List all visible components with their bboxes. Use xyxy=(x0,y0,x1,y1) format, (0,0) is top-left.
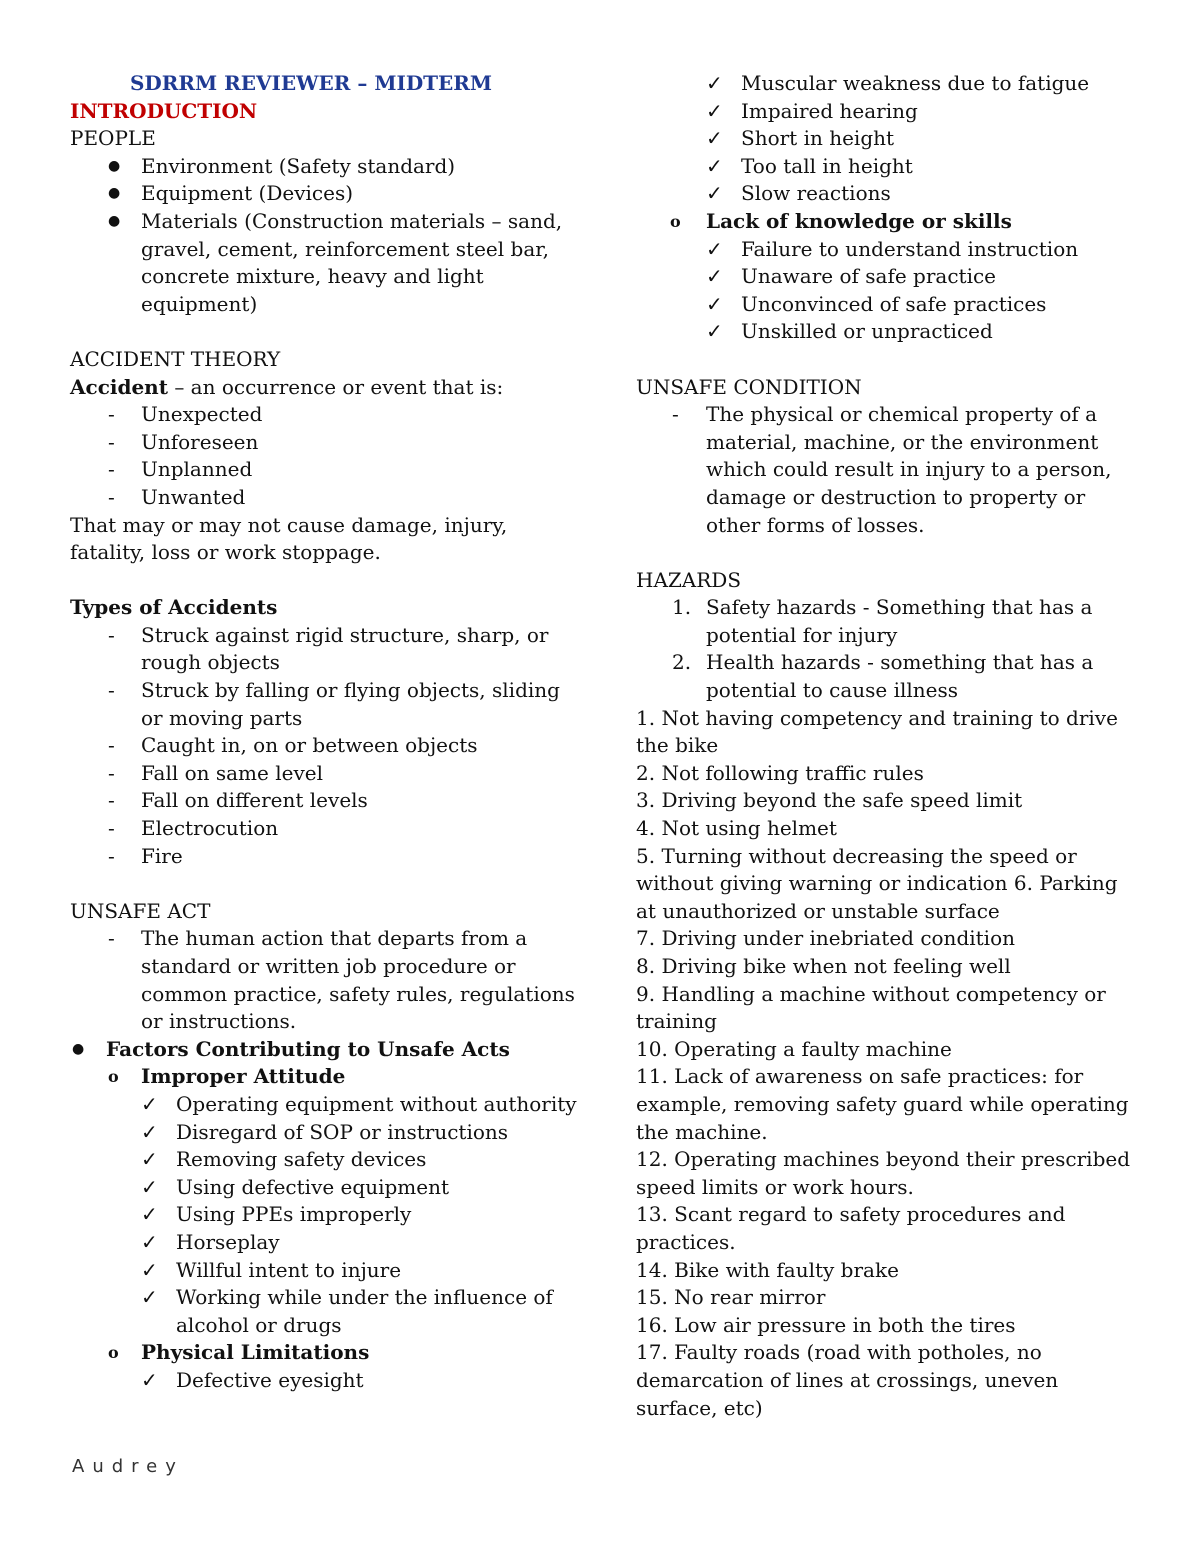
hazard-example: 10. Operating a faulty machine xyxy=(636,1036,952,1061)
left-column xyxy=(70,70,580,1395)
check-item: ✓ Too tall in height xyxy=(636,153,1136,181)
footer-author: Audrey xyxy=(72,1456,184,1477)
check-item: ✓ Willful intent to injure xyxy=(70,1257,580,1285)
check-icon: ✓ xyxy=(706,236,723,261)
list-item: ● Materials (Construction materials – sand, gravel, cement, reinforcement steel bar, concrete mixture, heavy and light equipment) xyxy=(108,208,563,316)
check-item: ✓ Muscular weakness due to fatigue xyxy=(636,70,1136,98)
document-title: SDRRM REVIEWER – MIDTERM xyxy=(129,71,493,95)
check-icon: ✓ xyxy=(141,1174,158,1199)
check-item: ✓ Disregard of SOP or instructions xyxy=(70,1119,580,1147)
introduction-heading: INTRODUCTION xyxy=(70,98,258,123)
check-item: ✓ Using PPEs improperly xyxy=(70,1201,580,1229)
dash-icon: - xyxy=(108,402,115,427)
check-item: ✓ Removing safety devices xyxy=(70,1146,580,1174)
list-item: - Unforeseen xyxy=(70,429,580,457)
check-icon: ✓ xyxy=(706,71,723,95)
check-icon: ✓ xyxy=(141,1147,158,1172)
right-column xyxy=(636,70,1136,1422)
dash-icon: - xyxy=(108,622,115,647)
hazard-example: 7. Driving under inebriated condition xyxy=(636,926,1015,951)
dash-icon: - xyxy=(672,402,679,427)
hazard-example: 5. Turning without decreasing the speed or without giving warning or indication 6. Parking at unauthorized or unstable surface xyxy=(636,843,1118,923)
dash-icon: - xyxy=(108,760,115,785)
check-icon: ✓ xyxy=(706,319,723,344)
hazard-example: 9. Handling a machine without competency or training xyxy=(636,981,1106,1034)
unsafe-condition-definition: - The physical or chemical property of a material, machine, or the environment which could result in injury to a person, damage or destruction to property or other forms of losses. xyxy=(672,402,1112,537)
unsafe-condition-heading: UNSAFE CONDITION xyxy=(636,374,862,399)
list-item: - Struck by falling or flying objects, sliding or moving parts xyxy=(108,678,560,730)
circle-icon: o xyxy=(108,1343,119,1363)
accident-definition: Accident – an occurrence or event that is: xyxy=(70,374,504,399)
unsafe-act-heading: UNSAFE ACT xyxy=(70,898,211,923)
dash-icon: - xyxy=(108,843,115,868)
list-item: - Unwanted xyxy=(70,484,580,512)
list-number: 2. xyxy=(672,650,692,675)
check-item: ✓ Unconvinced of safe practices xyxy=(636,291,1136,319)
physical-limitations-heading: o Physical Limitations xyxy=(70,1339,580,1367)
hazard-example: 11. Lack of awareness on safe practices: for example, removing safety guard while operating the machine. xyxy=(636,1064,1129,1144)
list-item: - Electrocution xyxy=(70,815,580,843)
hazard-example: 13. Scant regard to safety procedures and practices. xyxy=(636,1202,1066,1254)
hazard-example: 3. Driving beyond the safe speed limit xyxy=(636,788,1023,813)
dash-icon: - xyxy=(108,429,115,454)
check-icon: ✓ xyxy=(706,181,723,206)
factors-heading: ● Factors Contributing to Unsafe Acts xyxy=(70,1036,580,1064)
dash-icon: - xyxy=(108,678,115,703)
check-icon: ✓ xyxy=(141,1091,158,1116)
hazard-type: 1. Safety hazards - Something that has a potential for injury xyxy=(672,595,1093,647)
hazards-heading: HAZARDS xyxy=(636,567,742,592)
bullet-icon: ● xyxy=(108,185,121,202)
accident-theory-heading: ACCIDENT THEORY xyxy=(70,346,281,371)
hazard-example: 16. Low air pressure in both the tires xyxy=(636,1312,1016,1337)
dash-icon: - xyxy=(108,816,115,841)
list-item: - Unexpected xyxy=(70,401,580,429)
check-icon: ✓ xyxy=(141,1202,158,1227)
list-item: - Caught in, on or between objects xyxy=(70,732,580,760)
list-item: ● Environment (Safety standard) xyxy=(70,153,580,181)
unsafe-act-definition: - The human action that departs from a standard or written job procedure or common practice, safety rules, regulations or instructions. xyxy=(108,926,575,1034)
hazard-example: 2. Not following traffic rules xyxy=(636,760,924,785)
check-item: ✓ Impaired hearing xyxy=(636,98,1136,126)
list-item: - Fire xyxy=(70,843,580,871)
dash-icon: - xyxy=(108,457,115,482)
bullet-icon: ● xyxy=(108,212,121,229)
accident-closing: That may or may not cause damage, injury, fatality, loss or work stoppage. xyxy=(70,512,508,565)
check-icon: ✓ xyxy=(141,1119,158,1144)
check-icon: ✓ xyxy=(706,264,723,289)
check-icon: ✓ xyxy=(706,153,723,178)
check-item: ✓ Using defective equipment xyxy=(70,1174,580,1202)
hazard-example: 4. Not using helmet xyxy=(636,816,837,841)
bullet-icon: ● xyxy=(108,157,121,174)
circle-icon: o xyxy=(670,211,681,231)
dash-icon: - xyxy=(108,788,115,813)
hazard-example: 15. No rear mirror xyxy=(636,1285,826,1310)
hazard-example: 8. Driving bike when not feeling well xyxy=(636,954,1011,978)
check-icon: ✓ xyxy=(141,1229,158,1254)
list-item: - Fall on same level xyxy=(70,760,580,788)
improper-attitude-heading: o Improper Attitude xyxy=(70,1063,580,1091)
check-icon: ✓ xyxy=(141,1285,158,1310)
dash-icon: - xyxy=(108,484,115,509)
bullet-icon: ● xyxy=(72,1040,85,1057)
hazard-example: 14. Bike with faulty brake xyxy=(636,1257,899,1282)
hazard-example: 12. Operating machines beyond their prescribed speed limits or work hours. xyxy=(636,1147,1131,1199)
check-icon: ✓ xyxy=(706,98,723,123)
list-number: 1. xyxy=(672,595,692,620)
hazard-type: 2. Health hazards - something that has a potential to cause illness xyxy=(672,650,1094,703)
lack-of-knowledge-heading: o Lack of knowledge or skills xyxy=(636,208,1136,236)
check-icon: ✓ xyxy=(141,1257,158,1282)
list-item: - Struck against rigid structure, sharp, or rough objects xyxy=(108,622,549,675)
list-item: - Unplanned xyxy=(70,456,580,484)
check-item: ✓ Failure to understand instruction xyxy=(636,236,1136,264)
check-icon: ✓ xyxy=(706,126,723,151)
check-item: ✓ Operating equipment without authority xyxy=(70,1091,580,1119)
check-item: ✓ Horseplay xyxy=(70,1229,580,1257)
check-item: ✓ Unaware of safe practice xyxy=(636,263,1136,291)
check-icon: ✓ xyxy=(141,1367,158,1392)
types-of-accidents-heading: Types of Accidents xyxy=(70,595,278,620)
check-item: ✓ Working while under the influence of alcohol or drugs xyxy=(141,1285,553,1337)
check-item: ✓ Unskilled or unpracticed xyxy=(636,318,1136,346)
list-item: ● Equipment (Devices) xyxy=(70,180,580,208)
check-item: ✓ Short in height xyxy=(636,125,1136,153)
dash-icon: - xyxy=(108,733,115,758)
check-icon: ✓ xyxy=(706,291,723,316)
check-item: ✓ Slow reactions xyxy=(636,180,1136,208)
dash-icon: - xyxy=(108,926,115,951)
hazard-example: 1. Not having competency and training to drive the bike xyxy=(636,705,1118,758)
people-heading: PEOPLE xyxy=(70,126,156,151)
list-item: - Fall on different levels xyxy=(70,787,580,815)
check-item: ✓ Defective eyesight xyxy=(70,1367,580,1395)
circle-icon: o xyxy=(108,1067,119,1087)
hazard-example: 17. Faulty roads (road with potholes, no demarcation of lines at crossings, uneven surface, etc) xyxy=(636,1340,1059,1420)
